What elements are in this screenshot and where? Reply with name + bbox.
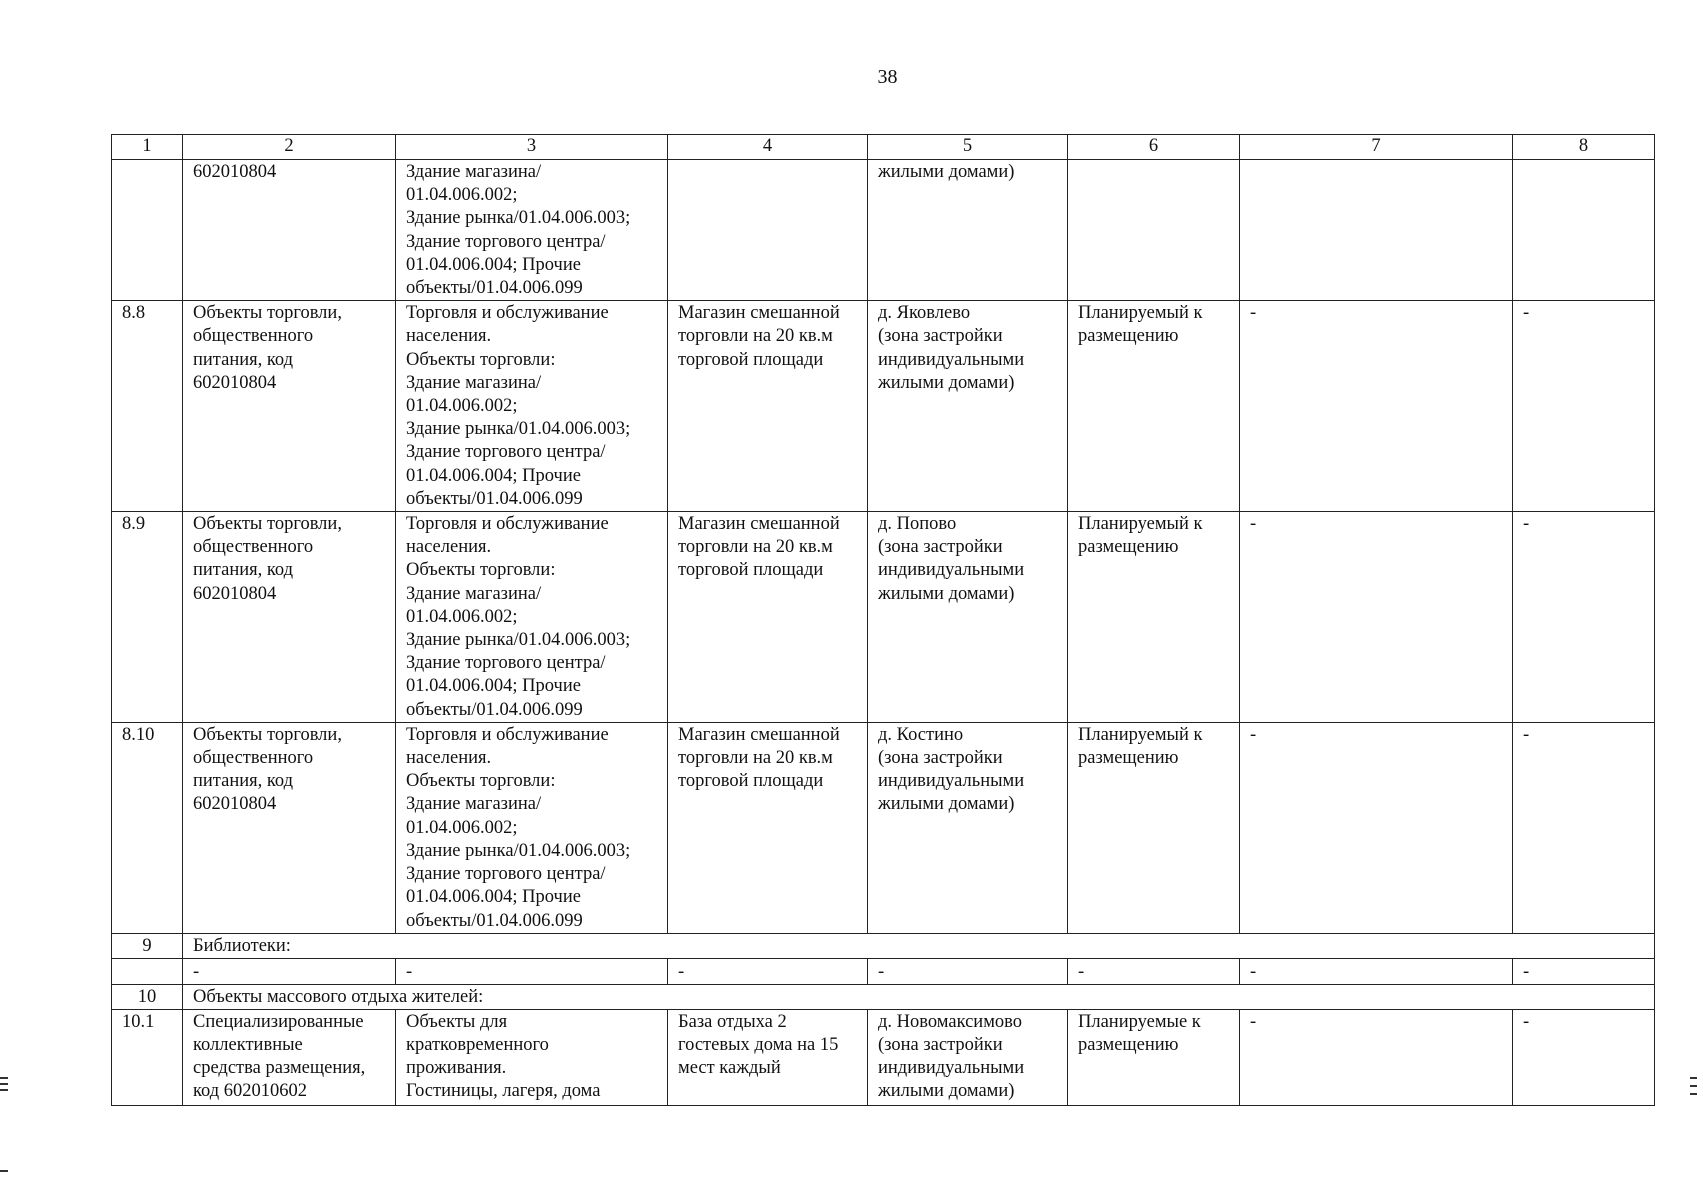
object-name-line: питания, код xyxy=(193,349,294,370)
object-purpose-line: Здание торгового центра/ xyxy=(406,864,606,885)
object-location-line: жилыми домами) xyxy=(878,162,1015,182)
object-purpose xyxy=(396,1009,668,1105)
object-location-line: д. Яковлево xyxy=(878,303,971,324)
object-location xyxy=(868,512,1068,723)
object-purpose-line: 01.04.006.002; xyxy=(406,185,518,206)
object-purpose-line: объекты/01.04.006.099 xyxy=(406,488,583,509)
table-row xyxy=(112,160,1655,301)
object-characteristics xyxy=(668,512,868,723)
section-title: Библиотеки: xyxy=(183,933,1655,958)
dash-cell: - xyxy=(668,958,868,984)
table-row xyxy=(112,1009,1655,1105)
object-location-line: д. Костино xyxy=(878,724,964,745)
object-location xyxy=(868,1009,1068,1105)
scan-mark xyxy=(0,1083,8,1085)
object-location xyxy=(868,722,1068,933)
object-purpose-line: Здание рынка/01.04.006.003; xyxy=(406,630,631,651)
header-cell-7: 7 xyxy=(1240,135,1513,160)
dash-cell: - xyxy=(183,958,396,984)
object-characteristics-line: Магазин смешанной xyxy=(678,514,840,535)
object-status-line: Планируемый к xyxy=(1078,724,1203,745)
object-location-line: д. Новомаксимово xyxy=(878,1011,1023,1032)
object-location-line: жилыми домами) xyxy=(878,372,1015,393)
header-cell-1: 1 xyxy=(112,135,183,160)
col8-value xyxy=(1513,160,1655,301)
object-purpose-line: проживания. xyxy=(406,1058,507,1079)
page-number: 38 xyxy=(877,66,898,88)
object-characteristics-line: База отдыха 2 xyxy=(678,1011,787,1032)
object-characteristics xyxy=(668,301,868,512)
object-purpose-line: Здание рынка/01.04.006.003; xyxy=(406,419,631,440)
object-status-line: размещению xyxy=(1078,326,1179,347)
object-purpose-line: 01.04.006.002; xyxy=(406,396,518,417)
object-location-line: д. Попово xyxy=(878,514,957,535)
object-characteristics-line: гостевых дома на 15 xyxy=(678,1034,839,1055)
object-purpose-line: Здание торгового центра/ xyxy=(406,231,606,252)
object-purpose xyxy=(396,160,668,301)
object-purpose-line: Здание рынка/01.04.006.003; xyxy=(406,840,631,861)
row-number: 8.10 xyxy=(112,722,183,933)
object-purpose-line: Здание рынка/01.04.006.003; xyxy=(406,208,631,229)
object-name-line: средства размещения, xyxy=(193,1058,366,1079)
object-status-line: Планируемый к xyxy=(1078,303,1203,324)
object-characteristics-line: Магазин смешанной xyxy=(678,303,840,324)
object-characteristics-line: торговли на 20 кв.м xyxy=(678,748,833,769)
table-row xyxy=(112,301,1655,512)
object-location-line: индивидуальными xyxy=(878,1058,1025,1079)
object-status xyxy=(1068,301,1240,512)
header-cell-4: 4 xyxy=(668,135,868,160)
section-number: 10 xyxy=(112,984,183,1009)
section-row xyxy=(112,984,1655,1009)
object-name-line: код 602010602 xyxy=(193,1081,308,1102)
object-name-line: 602010804 xyxy=(193,583,277,604)
dash-cell: - xyxy=(868,958,1068,984)
object-location xyxy=(868,301,1068,512)
object-purpose-line: 01.04.006.004; Прочие xyxy=(406,887,581,908)
object-purpose-line: 01.04.006.002; xyxy=(406,817,518,838)
object-name xyxy=(183,512,396,723)
object-status xyxy=(1068,512,1240,723)
object-name-line: общественного xyxy=(193,537,314,558)
header-row xyxy=(112,135,1655,160)
object-purpose xyxy=(396,512,668,723)
table-row xyxy=(112,722,1655,933)
object-purpose-line: Здание магазина/ xyxy=(406,583,542,604)
object-characteristics-line: торговли на 20 кв.м xyxy=(678,537,833,558)
object-purpose-line: Торговля и обслуживание xyxy=(406,724,609,745)
scan-mark xyxy=(0,1077,8,1079)
col7-value xyxy=(1240,160,1513,301)
object-location-line: жилыми домами) xyxy=(878,794,1015,815)
object-purpose-line: кратковременного xyxy=(406,1034,549,1055)
section-title: Объекты массового отдыха жителей: xyxy=(183,984,1655,1009)
section-number: 9 xyxy=(112,933,183,958)
object-location xyxy=(868,160,1068,301)
object-name-line: Объекты торговли, xyxy=(193,724,342,745)
object-status-line: размещению xyxy=(1078,1034,1179,1055)
object-status xyxy=(1068,160,1240,301)
header-cell-6: 6 xyxy=(1068,135,1240,160)
col7-value: - xyxy=(1240,301,1513,512)
scan-mark xyxy=(1690,1085,1697,1087)
col8-value: - xyxy=(1513,301,1655,512)
object-name-line: общественного xyxy=(193,748,314,769)
scan-mark xyxy=(0,1170,8,1172)
object-name xyxy=(183,301,396,512)
col7-value: - xyxy=(1240,512,1513,723)
object-characteristics xyxy=(668,722,868,933)
object-name xyxy=(183,722,396,933)
object-name-line: Специализированные xyxy=(193,1011,364,1032)
object-purpose-line: Гостиницы, лагеря, дома xyxy=(406,1081,601,1102)
object-purpose-line: Здание магазина/ xyxy=(406,372,542,393)
header-cell-2: 2 xyxy=(183,135,396,160)
object-name-line: питания, код xyxy=(193,560,294,581)
object-location-line: (зона застройки xyxy=(878,326,1003,347)
object-characteristics-line: Магазин смешанной xyxy=(678,724,840,745)
object-characteristics xyxy=(668,160,868,301)
scan-mark xyxy=(1690,1093,1697,1095)
row-number: 8.9 xyxy=(112,512,183,723)
object-purpose-line: Объекты торговли: xyxy=(406,771,556,792)
object-location-line: (зона застройки xyxy=(878,537,1003,558)
object-purpose-line: объекты/01.04.006.099 xyxy=(406,699,583,720)
object-characteristics-line: мест каждый xyxy=(678,1058,781,1079)
col8-value: - xyxy=(1513,722,1655,933)
dash-cell: - xyxy=(1068,958,1240,984)
object-name xyxy=(183,160,396,301)
object-status-line: размещению xyxy=(1078,748,1179,769)
object-purpose-line: объекты/01.04.006.099 xyxy=(406,278,583,299)
object-name-line: 602010804 xyxy=(193,162,277,182)
col8-value: - xyxy=(1513,512,1655,723)
object-purpose-line: 01.04.006.004; Прочие xyxy=(406,465,581,486)
dash-cell: - xyxy=(1240,958,1513,984)
object-location-line: (зона застройки xyxy=(878,748,1003,769)
object-name-line: коллективные xyxy=(193,1034,303,1055)
object-status xyxy=(1068,1009,1240,1105)
object-purpose-line: Торговля и обслуживание xyxy=(406,514,609,535)
object-purpose-line: Объекты для xyxy=(406,1011,508,1032)
object-purpose-line: объекты/01.04.006.099 xyxy=(406,910,583,931)
row-number xyxy=(112,958,183,984)
row-number: 8.8 xyxy=(112,301,183,512)
object-location-line: жилыми домами) xyxy=(878,583,1015,604)
object-purpose-line: населения. xyxy=(406,537,492,558)
object-purpose-line: Здание торгового центра/ xyxy=(406,442,606,463)
table-row xyxy=(112,958,1655,984)
object-name-line: общественного xyxy=(193,326,314,347)
object-characteristics xyxy=(668,1009,868,1105)
scan-mark xyxy=(0,1089,8,1091)
object-name xyxy=(183,1009,396,1105)
header-cell-5: 5 xyxy=(868,135,1068,160)
object-name-line: Объекты торговли, xyxy=(193,303,342,324)
object-location-line: (зона застройки xyxy=(878,1034,1003,1055)
object-status-line: Планируемые к xyxy=(1078,1011,1201,1032)
row-number xyxy=(112,160,183,301)
col8-value: - xyxy=(1513,1009,1655,1105)
header-cell-3: 3 xyxy=(396,135,668,160)
object-purpose-line: Объекты торговли: xyxy=(406,560,556,581)
object-location-line: жилыми домами) xyxy=(878,1081,1015,1102)
scan-mark xyxy=(1690,1077,1697,1079)
object-status-line: размещению xyxy=(1078,537,1179,558)
dash-cell: - xyxy=(396,958,668,984)
object-name-line: 602010804 xyxy=(193,794,277,815)
table-body xyxy=(112,135,1655,1106)
object-location-line: индивидуальными xyxy=(878,771,1025,792)
object-purpose-line: 01.04.006.002; xyxy=(406,606,518,627)
object-location-line: индивидуальными xyxy=(878,560,1025,581)
planning-table xyxy=(111,134,1655,1106)
object-purpose-line: 01.04.006.004; Прочие xyxy=(406,676,581,697)
object-characteristics-line: торговой площади xyxy=(678,560,824,581)
object-purpose xyxy=(396,722,668,933)
object-status xyxy=(1068,722,1240,933)
col7-value: - xyxy=(1240,722,1513,933)
object-purpose-line: Торговля и обслуживание xyxy=(406,303,609,324)
object-characteristics-line: торговли на 20 кв.м xyxy=(678,326,833,347)
object-location-line: индивидуальными xyxy=(878,349,1025,370)
object-characteristics-line: торговой площади xyxy=(678,349,824,370)
object-purpose-line: Здание магазина/ xyxy=(406,794,542,815)
object-purpose-line: Здание магазина/ xyxy=(406,162,542,182)
object-name-line: 602010804 xyxy=(193,372,277,393)
object-purpose xyxy=(396,301,668,512)
object-status-line: Планируемый к xyxy=(1078,514,1203,535)
header-cell-8: 8 xyxy=(1513,135,1655,160)
object-purpose-line: Объекты торговли: xyxy=(406,349,556,370)
object-purpose-line: населения. xyxy=(406,748,492,769)
object-name-line: питания, код xyxy=(193,771,294,792)
table-row xyxy=(112,512,1655,723)
object-name-line: Объекты торговли, xyxy=(193,514,342,535)
col7-value: - xyxy=(1240,1009,1513,1105)
dash-cell: - xyxy=(1513,958,1655,984)
object-purpose-line: населения. xyxy=(406,326,492,347)
section-row xyxy=(112,933,1655,958)
object-purpose-line: 01.04.006.004; Прочие xyxy=(406,254,581,275)
object-purpose-line: Здание торгового центра/ xyxy=(406,653,606,674)
row-number: 10.1 xyxy=(112,1009,183,1105)
object-characteristics-line: торговой площади xyxy=(678,771,824,792)
